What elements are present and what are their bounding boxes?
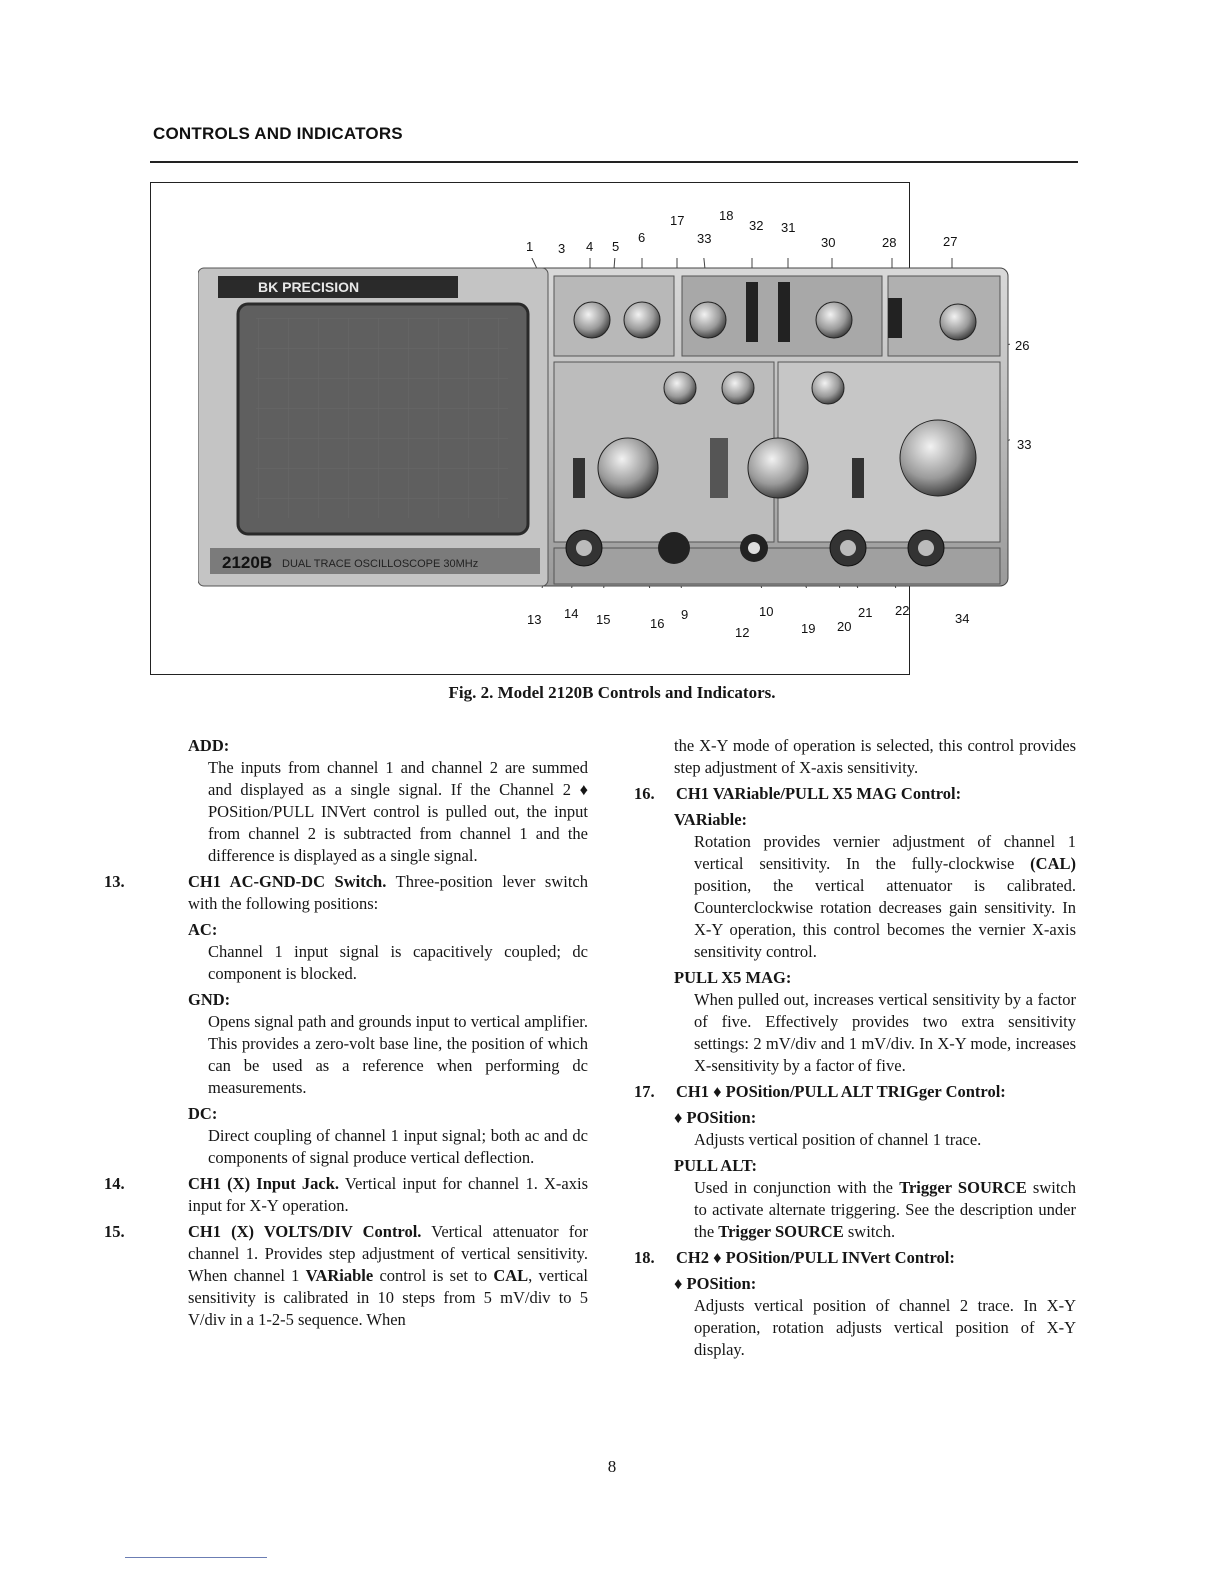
callout-21: 21 xyxy=(858,605,873,620)
add-text: The inputs from channel 1 and channel 2 are summed and displayed as a single signal. If the Channel 2 ♦ POSition/PULL INVert control is pulled out, the input from channel 2 is subtracted from channel 1 and the difference is displayed as a single signal. xyxy=(208,758,588,865)
variable-text-a: Rotation provides vernier adjustment of channel 1 vertical sensitivity. In the fully-clockwise xyxy=(694,832,1076,873)
footer-line xyxy=(125,1557,267,1558)
model-label: 2120B xyxy=(222,553,273,572)
position-2-text: Adjusts vertical position of channel 2 trace. In X-Y operation, rotation adjusts vertical position of X-Y display. xyxy=(694,1296,1076,1359)
callout-4: 4 xyxy=(586,239,594,254)
item-18-number: 18. xyxy=(634,1248,655,1267)
page-number: 8 xyxy=(607,1457,617,1476)
item-15-cal: CAL xyxy=(493,1266,529,1285)
callout-16: 16 xyxy=(650,616,665,631)
item-18-title: CH2 ♦ POSition/PULL INVert Control: xyxy=(676,1248,955,1267)
item-16-heading xyxy=(634,783,1076,805)
callout-14: 14 xyxy=(564,606,579,621)
item-15-number: 15. xyxy=(104,1222,125,1241)
x5-mag-text: When pulled out, increases vertical sensitivity by a factor of five. Effectively provides two extra sensitivity settings: 2 mV/div and 1 mV/div. In X-Y mode, increases X-sensitivity by a factor of five. xyxy=(694,990,1076,1075)
position-2-heading: ♦ POSition: xyxy=(674,1274,757,1293)
callout-15: 15 xyxy=(596,612,611,627)
item-16-number: 16. xyxy=(634,784,655,803)
item-15-title: CH1 (X) VOLTS/DIV Control. xyxy=(188,1222,422,1241)
callout-3: 3 xyxy=(558,241,566,256)
callout-6: 6 xyxy=(638,230,646,245)
pull-alt-heading: PULL ALT: xyxy=(674,1156,757,1175)
item-17-number: 17. xyxy=(634,1082,655,1101)
callout-32: 32 xyxy=(749,218,764,233)
dc-heading: DC: xyxy=(188,1104,218,1123)
variable-text-b: position, the vertical attenuator is calibrated. Counterclockwise rotation decreases gain sensitivity. In X-Y operation, this control becomes the vernier X-axis sensitivity control. xyxy=(694,876,1076,961)
callout-28: 28 xyxy=(882,235,897,250)
callout-22: 22 xyxy=(895,603,910,618)
callout-33-right: 33 xyxy=(1017,437,1032,452)
left-column xyxy=(104,735,589,1331)
item-17-title: CH1 ♦ POSition/PULL ALT TRIGger Control: xyxy=(676,1082,1006,1101)
callout-18: 18 xyxy=(719,208,734,223)
callout-1: 1 xyxy=(526,239,534,254)
variable-cal: (CAL) xyxy=(1030,854,1076,873)
item-13-text: Three-position lever switch with the following positions: xyxy=(188,872,588,913)
figure-caption: Fig. 2. Model 2120B Controls and Indicators. xyxy=(448,683,776,702)
callout-31: 31 xyxy=(781,220,796,235)
pull-alt-bold-2: Trigger SOURCE xyxy=(718,1222,844,1241)
item-15-text-b: control is set to xyxy=(373,1266,494,1285)
position-1-text: Adjusts vertical position of channel 1 trace. xyxy=(694,1130,982,1149)
variable-heading: VARiable: xyxy=(674,810,748,829)
item-13-number: 13. xyxy=(104,872,125,891)
callout-17: 17 xyxy=(670,213,685,228)
gnd-text: Opens signal path and grounds input to vertical amplifier. This provides a zero-volt base line, the position of which can be used as a reference when performing dc measurements. xyxy=(208,1012,588,1097)
position-1-heading: ♦ POSition: xyxy=(674,1108,757,1127)
right-column xyxy=(634,735,1076,1361)
pull-alt-text-b: switch to activate alternate triggering. See the description under the xyxy=(694,1178,1076,1241)
page-header: CONTROLS AND INDICATORS xyxy=(153,124,403,143)
callout-33-top: 33 xyxy=(697,231,712,246)
pull-alt-text-c: switch. xyxy=(843,1222,896,1241)
dc-text: Direct coupling of channel 1 input signal; both ac and dc components of signal produce vertical deflection. xyxy=(208,1126,588,1167)
pull-alt-text-a: Used in conjunction with the xyxy=(694,1178,900,1197)
header-rule xyxy=(150,161,1078,163)
item-16-title: CH1 VARiable/PULL X5 MAG Control: xyxy=(676,784,962,803)
item-15-continued: the X-Y mode of operation is selected, this control provides step adjustment of X-axis sensitivity. xyxy=(674,736,1076,777)
item-13 xyxy=(104,871,588,915)
callout-5: 5 xyxy=(612,239,620,254)
gnd-heading: GND: xyxy=(188,990,231,1009)
callout-30: 30 xyxy=(821,235,836,250)
item-14-text: Vertical input for channel 1. X-axis input for X-Y operation. xyxy=(188,1174,588,1215)
callout-13: 13 xyxy=(527,612,542,627)
item-14-title: CH1 (X) Input Jack. xyxy=(188,1174,340,1193)
model-subtitle: DUAL TRACE OSCILLOSCOPE 30MHz xyxy=(282,558,479,570)
callout-20: 20 xyxy=(837,619,852,634)
callout-34: 34 xyxy=(955,611,970,626)
oscilloscope-image xyxy=(198,258,1010,588)
add-heading: ADD: xyxy=(188,736,230,755)
item-18-heading xyxy=(634,1247,1076,1269)
item-15-text-a: Vertical attenuator for channel 1. Provides step adjustment of vertical sensitivity. When channel 1 xyxy=(188,1222,588,1285)
item-14 xyxy=(104,1173,588,1217)
item-15-text-c: , vertical sensitivity is calibrated in 10 steps from 5 mV/div to 5 V/div in a 1-2-5 sequence. When xyxy=(188,1266,589,1329)
item-14-number: 14. xyxy=(104,1174,125,1193)
brand-label: BK PRECISION xyxy=(258,279,360,295)
callout-26: 26 xyxy=(1015,338,1030,353)
item-17-heading xyxy=(634,1081,1076,1103)
variable-text xyxy=(634,831,1076,963)
pull-alt-text xyxy=(634,1177,1076,1243)
ac-heading: AC: xyxy=(188,920,218,939)
callout-12: 12 xyxy=(735,625,750,640)
item-15 xyxy=(104,1221,589,1331)
callout-9: 9 xyxy=(681,607,689,622)
callout-27: 27 xyxy=(943,234,958,249)
item-15-variable: VARiable xyxy=(305,1266,374,1285)
item-13-title: CH1 AC-GND-DC Switch. xyxy=(188,872,387,891)
pull-alt-bold-1: Trigger SOURCE xyxy=(899,1178,1027,1197)
x5-mag-heading: PULL X5 MAG: xyxy=(674,968,792,987)
ac-text: Channel 1 input signal is capacitively coupled; dc component is blocked. xyxy=(208,942,588,983)
callout-19: 19 xyxy=(801,621,816,636)
callout-10: 10 xyxy=(759,604,774,619)
